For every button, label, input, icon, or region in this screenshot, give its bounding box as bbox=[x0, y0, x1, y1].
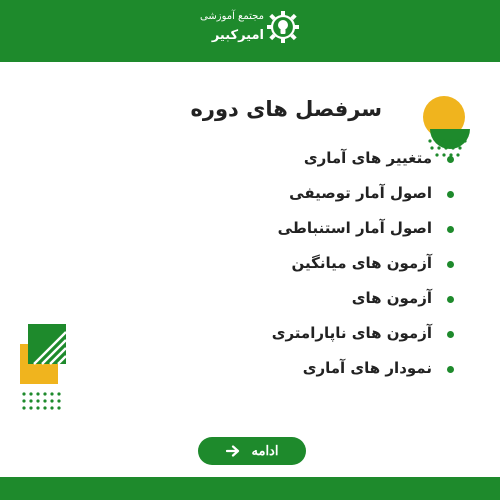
list-item-label: آزمون های ناپارامتری bbox=[271, 324, 432, 342]
dot-icon bbox=[447, 226, 454, 233]
header-band bbox=[0, 0, 500, 62]
list-item bbox=[272, 148, 432, 183]
continue-button[interactable] bbox=[198, 437, 306, 465]
list-item-label: متغییر های آماری bbox=[303, 149, 432, 167]
dot-icon bbox=[447, 296, 454, 303]
list-item bbox=[272, 358, 432, 393]
dot-icon bbox=[447, 191, 454, 198]
dot-icon bbox=[447, 261, 454, 268]
dot-icon bbox=[447, 331, 454, 338]
list-item bbox=[272, 323, 432, 358]
page-title: سرفصل های دوره bbox=[190, 97, 382, 121]
list-item bbox=[272, 253, 432, 288]
dot-icon bbox=[447, 366, 454, 373]
course-topics-list bbox=[272, 148, 432, 393]
dot-icon bbox=[447, 156, 454, 163]
list-item-label: آزمون های میانگین bbox=[291, 254, 432, 272]
arrow-right-icon bbox=[226, 445, 240, 457]
list-item-label: اصول آمار توصیفی bbox=[289, 184, 432, 202]
gear-lightbulb-icon bbox=[266, 10, 300, 44]
continue-label: ادامه bbox=[251, 443, 279, 458]
footer-band bbox=[0, 477, 500, 500]
decorative-shapes bbox=[18, 322, 78, 417]
list-item-label: اصول آمار استنباطی bbox=[277, 219, 432, 237]
brand-line1: مجتمع آموزشی bbox=[200, 11, 264, 22]
brand-line2: امیرکبیر bbox=[211, 28, 264, 43]
list-item bbox=[272, 218, 432, 253]
list-item bbox=[272, 288, 432, 323]
list-item-label: نمودار های آماری bbox=[302, 359, 432, 377]
brand-logo bbox=[198, 4, 302, 56]
list-item bbox=[272, 183, 432, 218]
list-item-label: آزمون های bbox=[351, 289, 432, 307]
